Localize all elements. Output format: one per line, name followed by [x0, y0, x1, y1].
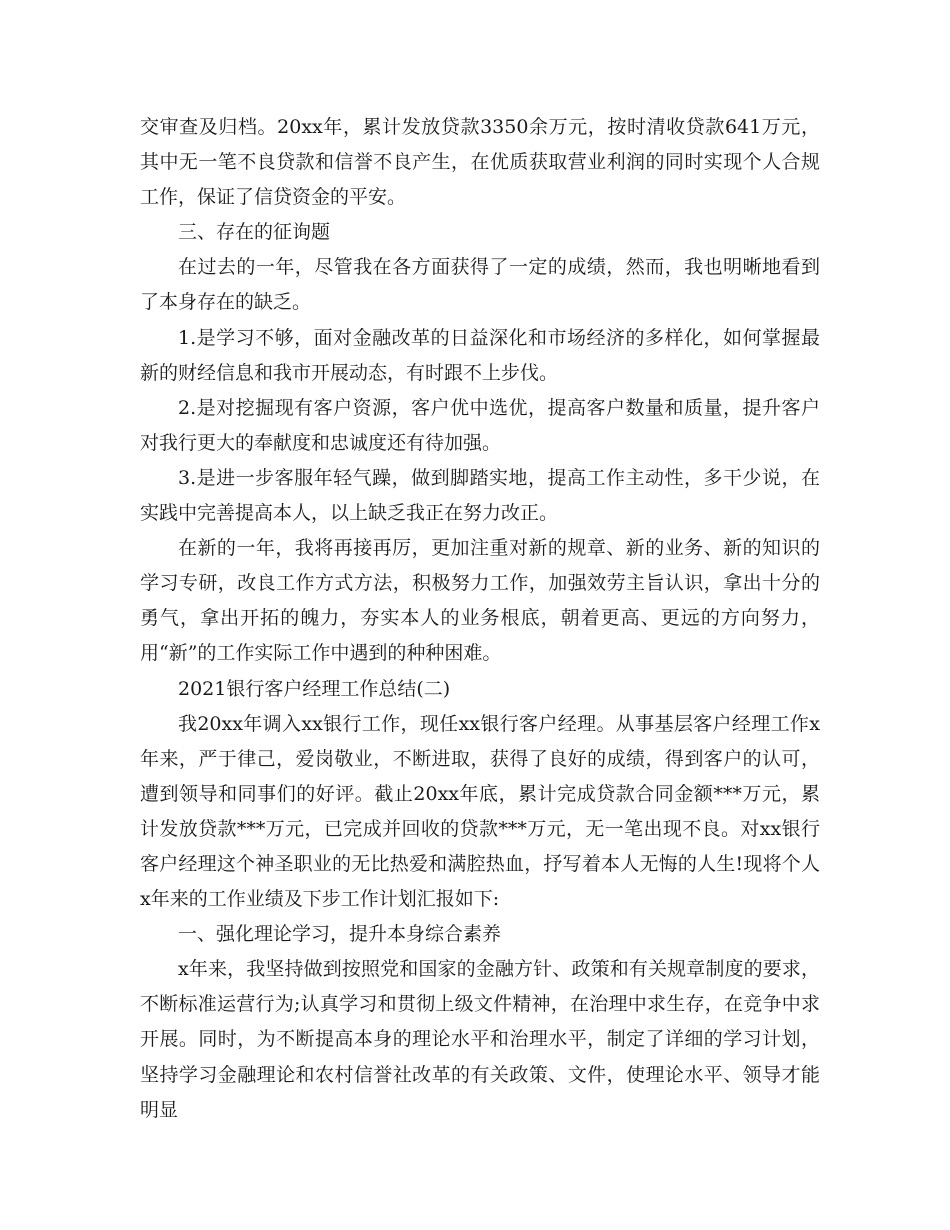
list-item-3: 3.是进一步客服年轻气躁，做到脚踏实地，提高工作主动性，多干少说，在实践中完善提高本人，以上缺乏我正在努力改正。 [140, 466, 820, 525]
list-item-2: 2.是对挖掘现有客户资源，客户优中选优，提高客户数量和质量，提升客户对我行更大的奉献度和忠诚度还有待加强。 [140, 396, 820, 454]
paragraph-9: 我20xx年调入xx银行工作，现任xx银行客户经理。从事基层客户经理工作x年来，严于律己，爱岗敬业，不断进取，获得了良好的成绩，得到客户的认可，遭到领导和同事们的好评。截止20xx年底，累计完成贷款合同金额***万元，累计发放贷款***万元，已完成并回收的贷款***万元，无一笔出现不良。对xx银行客户经理这个神圣职业的无比热爱和满腔热血，抒写着本人无悔的人生!现将个人x年来的工作业绩及下步工作计划汇报如下: [140, 712, 820, 911]
section-heading-theory: 一、强化理论学习，提升本身综合素养 [178, 923, 502, 946]
paragraph-11: x年来，我坚持做到按照党和国家的金融方针、政策和有关规章制度的要求，不断标准运营行为;认真学习和贯彻上级文件精神，在治理中求生存，在竞争中求开展。同时，为不断提高本身的理论水平和治理水平，制定了详细的学习计划，坚持学习金融理论和农村信誉社改革的有关政策、文件，使理论水平、领导才能明显 [140, 958, 820, 1121]
paragraph-3: 在过去的一年，尽管我在各方面获得了一定的成绩，然而，我也明晰地看到了本身存在的缺乏。 [140, 256, 820, 314]
paragraph-1: 交审查及归档。20xx年，累计发放贷款3350余万元，按时清收贷款641万元，其中无一笔不良贷款和信誉不良产生，在优质获取营业利润的同时实现个人合规工作，保证了信贷资金的平安。 [140, 116, 820, 209]
section-heading-problems: 三、存在的征询题 [178, 221, 331, 244]
list-item-1: 1.是学习不够，面对金融改革的日益深化和市场经济的多样化，如何掌握最新的财经信息和我市开展动态，有时跟不上步伐。 [140, 326, 820, 384]
paragraph-7: 在新的一年，我将再接再厉，更加注重对新的规章、新的业务、新的知识的学习专研，改良工作方式方法，积极努力工作，加强效劳主旨认识，拿出十分的勇气，拿出开拓的魄力，夯实本人的业务根底，朝着更高、更远的方向努力，用“新”的工作实际工作中遇到的种种困难。 [140, 537, 820, 665]
document-subtitle: 2021银行客户经理工作总结(二) [178, 677, 451, 700]
document-page [140, 110, 820, 1128]
